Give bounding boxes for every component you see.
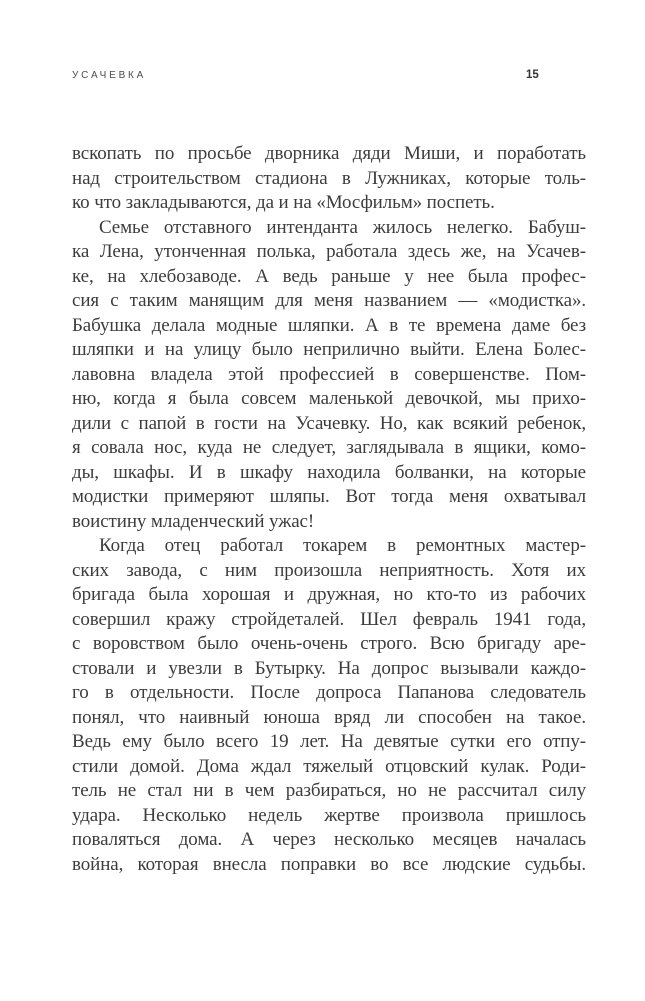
text-line: совершил кражу стройдеталей. Шел февраль 1941 года,: [72, 608, 586, 630]
text-line: сия с таким манящим для меня названием — «модистка».: [72, 290, 586, 311]
text-line: модистки примеряют шляпы. Вот тогда меня охватывал: [72, 486, 586, 507]
running-title: УСАЧЕВКА: [72, 70, 147, 81]
text-line: го в отдельности. После допроса Папанова следователь: [72, 682, 586, 703]
text-line: поваляться дома. А через несколько месяцев началась: [72, 829, 586, 850]
text-line: Ведь ему было всего 19 лет. На девятые сутки его отпу-: [72, 731, 586, 752]
text-line: ды, шкафы. И в шкафу находила болванки, на которые: [72, 461, 586, 483]
text-line: шляпки и на улицу было неприлично выйти. Елена Болес-: [72, 339, 586, 360]
text-line: ка Лена, утонченная полька, работала здесь же, на Усачев-: [72, 241, 586, 262]
text-line: война, которая внесла поправки во все людские судьбы.: [72, 853, 586, 875]
text-line: стовали и увезли в Бутырку. На допрос вызывали каждо-: [72, 657, 586, 679]
text-line: ке, на хлебозаводе. А ведь раньше у нее была профес-: [72, 265, 586, 287]
text-line: над строительством стадиона в Лужниках, которые толь-: [72, 167, 586, 189]
text-line: дили с папой в гости на Усачевку. Но, как всякий ребенок,: [72, 412, 586, 434]
text-line: удара. Несколько недель жертве произвола пришлось: [72, 804, 586, 826]
page-header: [72, 70, 586, 86]
text-line: стили домой. Дома ждал тяжелый отцовский кулак. Роди-: [72, 755, 586, 777]
text-line: ко что закладываются, да и на «Мосфильм» поспеть.: [72, 192, 495, 213]
text-line: ских завода, с ним произошла неприятность. Хотя их: [72, 559, 586, 581]
text-line: воистину младенческий ужас!: [72, 510, 315, 532]
text-line: Семье отставного интенданта жилось нелегко. Бабуш-: [99, 216, 586, 238]
text-line: тель не стал ни в чем разбираться, но не рассчитал силу: [72, 780, 586, 801]
text-line: Когда отец работал токарем в ремонтных мастер-: [99, 535, 586, 556]
text-line: вскопать по просьбе дворника дяди Миши, и поработать: [72, 143, 586, 164]
text-line: бригада была хорошая и дружная, но кто-то из рабочих: [72, 584, 586, 605]
page-number: 15: [526, 69, 539, 81]
text-line: Бабушка делала модные шляпки. А в те времена даме без: [72, 314, 586, 336]
text-line: понял, что наивный юноша вряд ли способен на такое.: [72, 706, 586, 728]
page-body: [72, 142, 586, 877]
text-line: лавовна владела этой профессией в совершенстве. Пом-: [72, 363, 586, 385]
text-line: ню, когда я была совсем маленькой девочкой, мы прихо-: [72, 388, 586, 409]
text-line: с воровством было очень-очень строго. Всю бригаду аре-: [72, 633, 586, 654]
text-line: я совала нос, куда не следует, заглядывала в ящики, комо-: [72, 437, 586, 458]
